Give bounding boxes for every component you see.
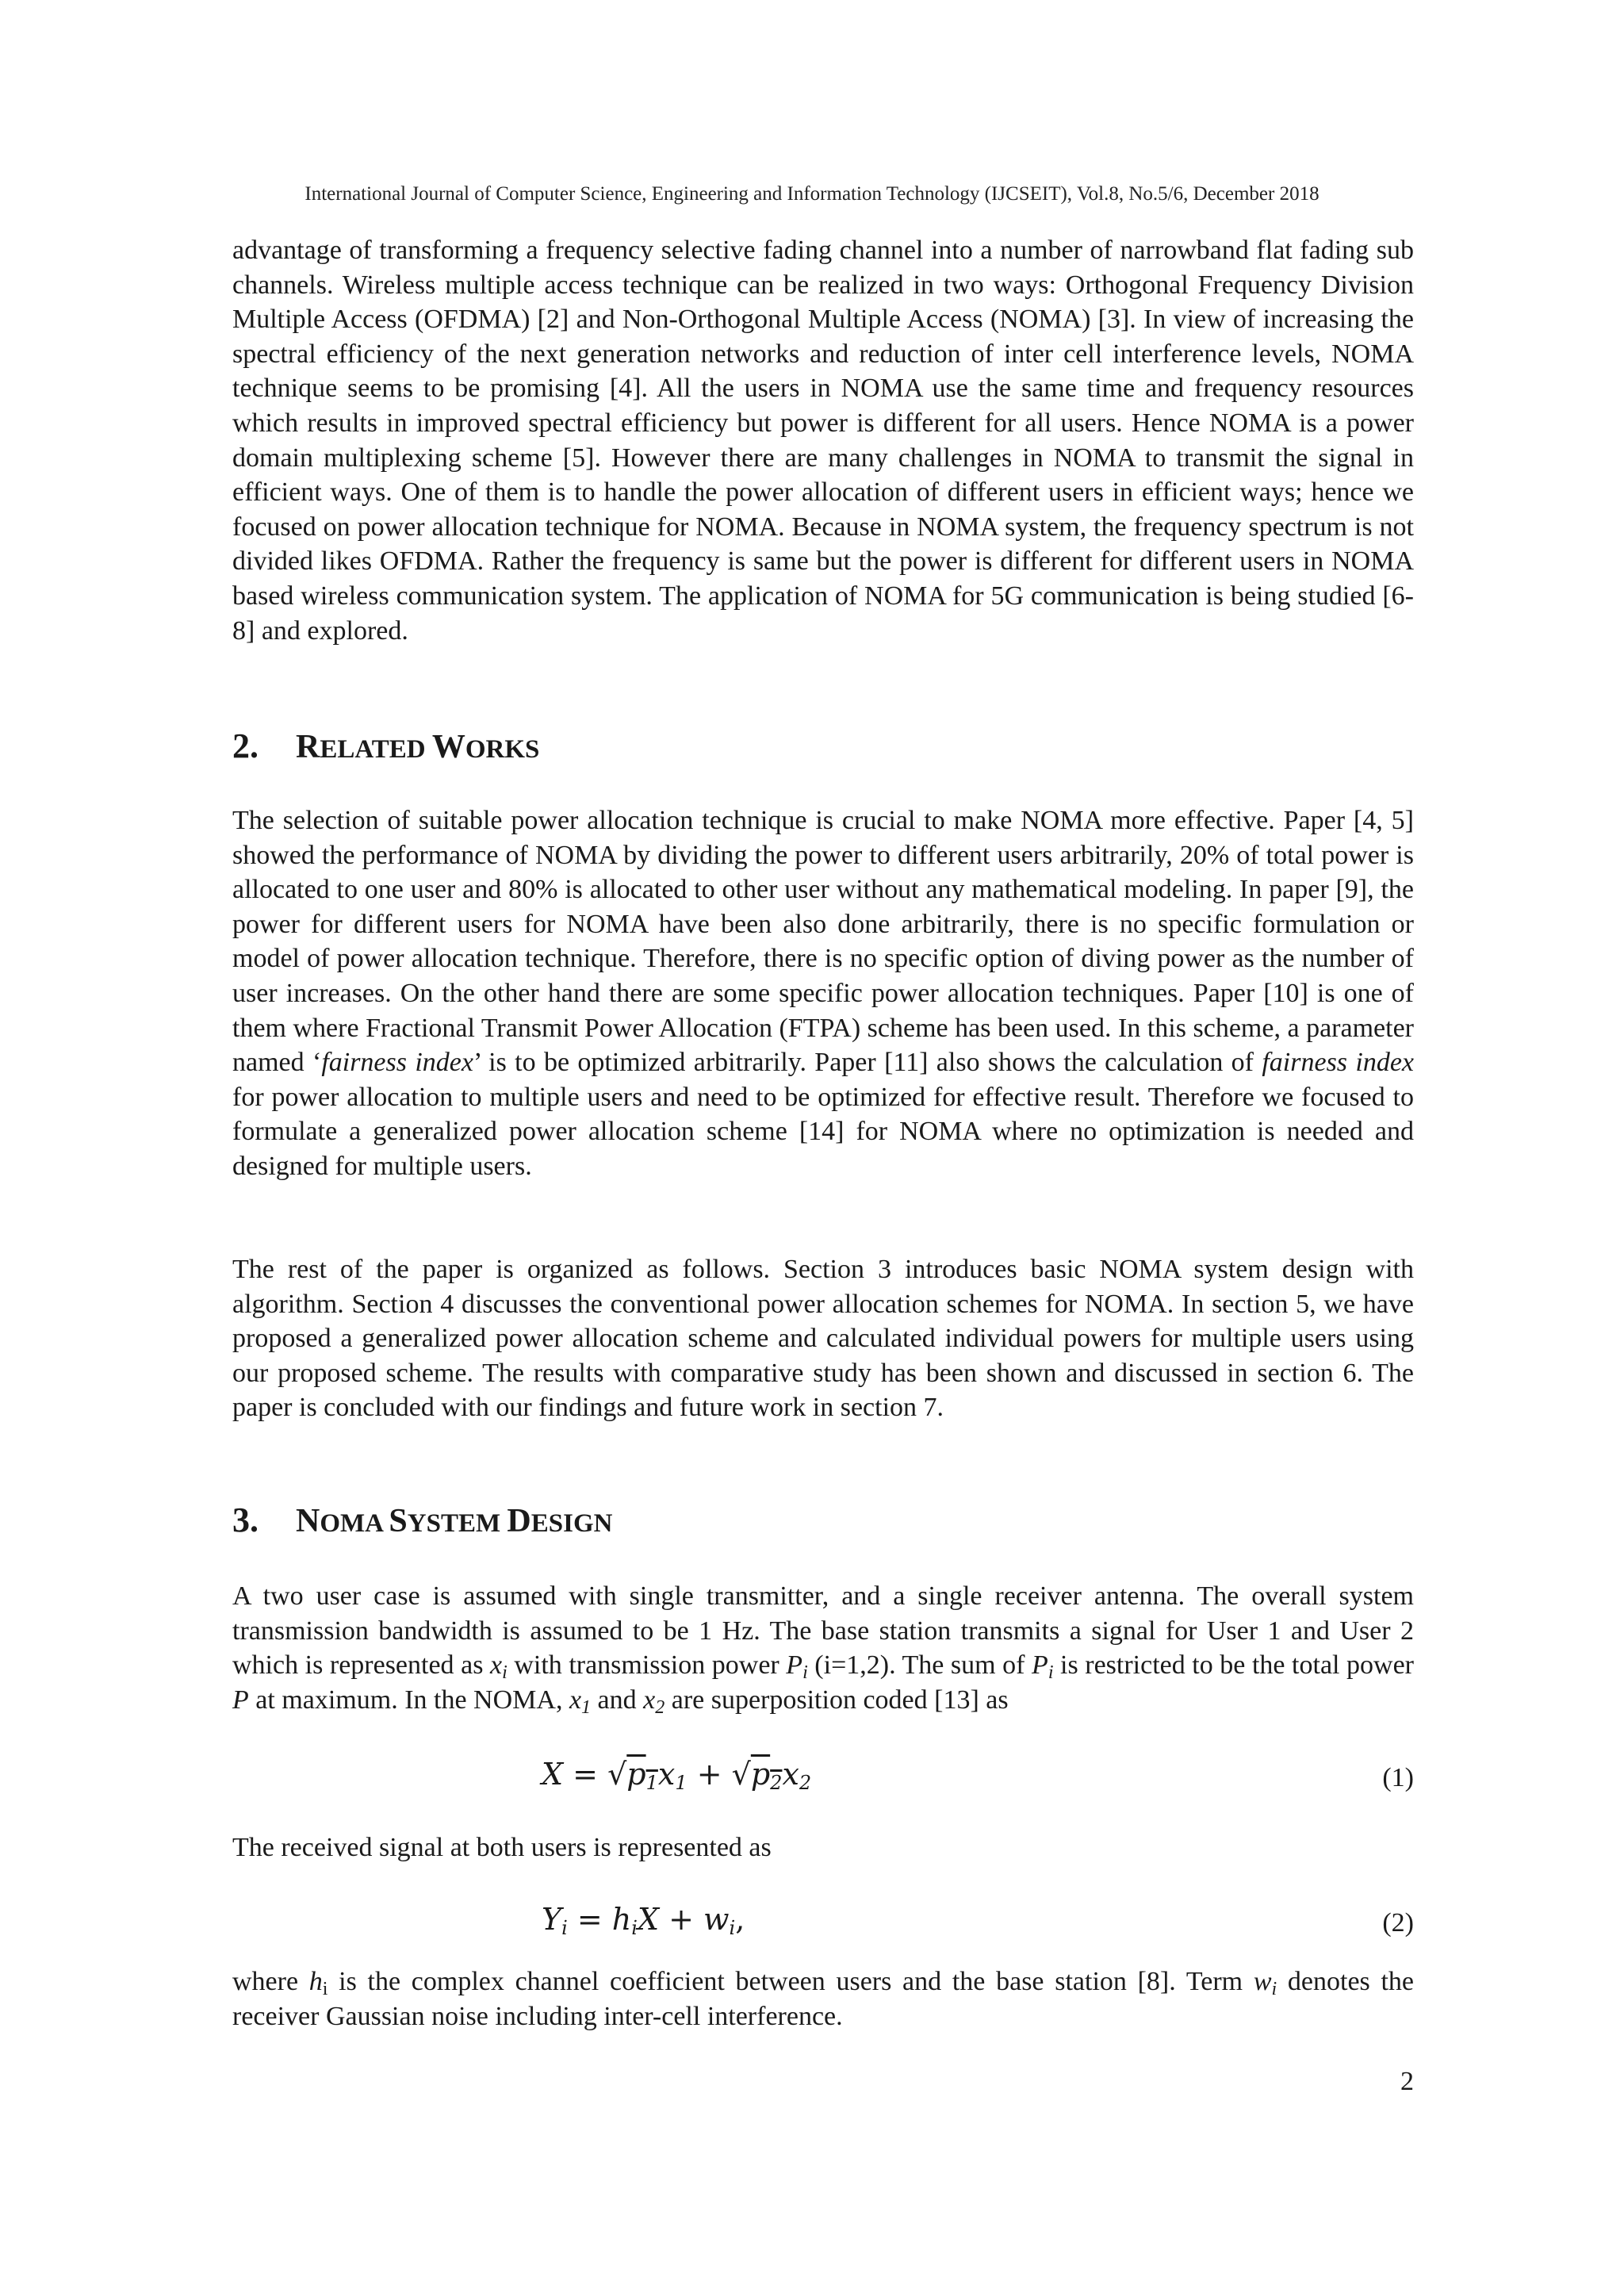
channel-coefficient-paragraph: where $h_i$ is the complex channel coefficient between users and the base station [8]. Term $w_i$ denotes the receiver Gaussian noise including inter-cell interference.: [232, 1967, 1415, 2031]
journal-header: International Journal of Computer Science, Engineering and Information Technology (IJCSEIT), Vol.8, No.5/6, December 2018: [304, 183, 1320, 205]
equation-2-formula: $Y_i = h_iX + w_i$,: [542, 1902, 745, 1939]
fairness-index-term: fairness index: [321, 1048, 473, 1078]
equation-2: [232, 1899, 1414, 1944]
fairness-index-term: fairness index: [1262, 1048, 1415, 1078]
equation-2-number: (2): [1382, 1908, 1414, 1938]
section-number: 3.: [232, 1501, 259, 1539]
equation-1-formula: $X = √p_1x_1 + √p_2x_2$: [542, 1757, 812, 1794]
received-signal-sentence: The received signal at both users is represented as: [232, 1833, 772, 1862]
organization-paragraph: The rest of the paper is organized as follows. Section 3 introduces basic NOMA system design with algorithm. Section 4 discusses the conventional power allocation schemes for NOMA. In section 5, we have proposed a generalized power allocation scheme and calculated individual powers for multiple users using our proposed scheme. The results with comparative study has been shown and discussed in section 6. The paper is concluded with our findings and future work in section 7.: [232, 1255, 1414, 1423]
section-number: 2.: [232, 726, 259, 765]
system-design-paragraph: A two user case is assumed with single transmitter, and a single receiver antenna. The overall system transmission bandwidth is assumed to be 1 Hz. The base station transmits a signal for User 1 and User 2 which is represented as $x_i$ with transmission power $P_i$ (i=1,2). The sum of $P_i$ is restricted to be the total power P at maximum. In the NOMA, $x_1$ and $x_2$ are superposition coded [13] as: [232, 1581, 1414, 1718]
equation-1-number: (1): [1382, 1763, 1414, 1792]
intro-paragraph: advantage of transforming a frequency selective fading channel into a number of narrowband flat fading sub channels. Wireless multiple access technique can be realized in two ways: Orthogonal Frequency Division Multiple Access (OFDMA) [2] and Non-Orthogonal Multiple Access (NOMA) [3]. In view of increasing the spectral efficiency of the next generation networks and reduction of inter cell interference levels, NOMA technique seems to be promising [4]. All the users in NOMA use the same time and frequency resources which results in improved spectral efficiency but power is different for all users. Hence NOMA is a power domain multiplexing scheme [5]. However there are many challenges in NOMA to transmit the signal in efficient ways. One of them is to handle the power allocation of different users in efficient ways; hence we focused on power allocation technique for NOMA. Because in NOMA system, the frequency spectrum is not divided likes OFDMA. Rather the frequency is same but the power is different for different users in NOMA based wireless communication system. The application of NOMA for 5G communication is being studied [6-8] and explored.: [232, 236, 1414, 646]
related-works-paragraph: The selection of suitable power allocation technique is crucial to make NOMA more effective. Paper [4, 5] showed the performance of NOMA by dividing the power to different users arbitrarily, 20% of total power is allocated to one user and 80% is allocated to other user without any mathematical modeling. In paper [9], the power for different users for NOMA have been also done arbitrarily, there is no specific formulation or model of power allocation technique. Therefore, there is no specific option of diving power as the number of user increases. On the other hand there are some specific power allocation techniques. Paper [10] is one of them where Fractional Transmit Power Allocation (FTPA) scheme has been used. In this scheme, a parameter named ‘fairness index’ is to be optimized arbitrarily. Paper [11] also shows the calculation of fairness index for power allocation to multiple users and need to be optimized for effective result. Therefore we focused to formulate a generalized power allocation scheme [14] for NOMA where no optimization is needed and designed for multiple users.: [232, 806, 1415, 1181]
section-3-heading: 3. NOMA SYSTEM DESIGN: [232, 1498, 1414, 1546]
page-number: 2: [1400, 2067, 1414, 2096]
section-2-heading: 2. RELATED WORKS: [232, 724, 1414, 772]
equation-1: [232, 1754, 1414, 1799]
